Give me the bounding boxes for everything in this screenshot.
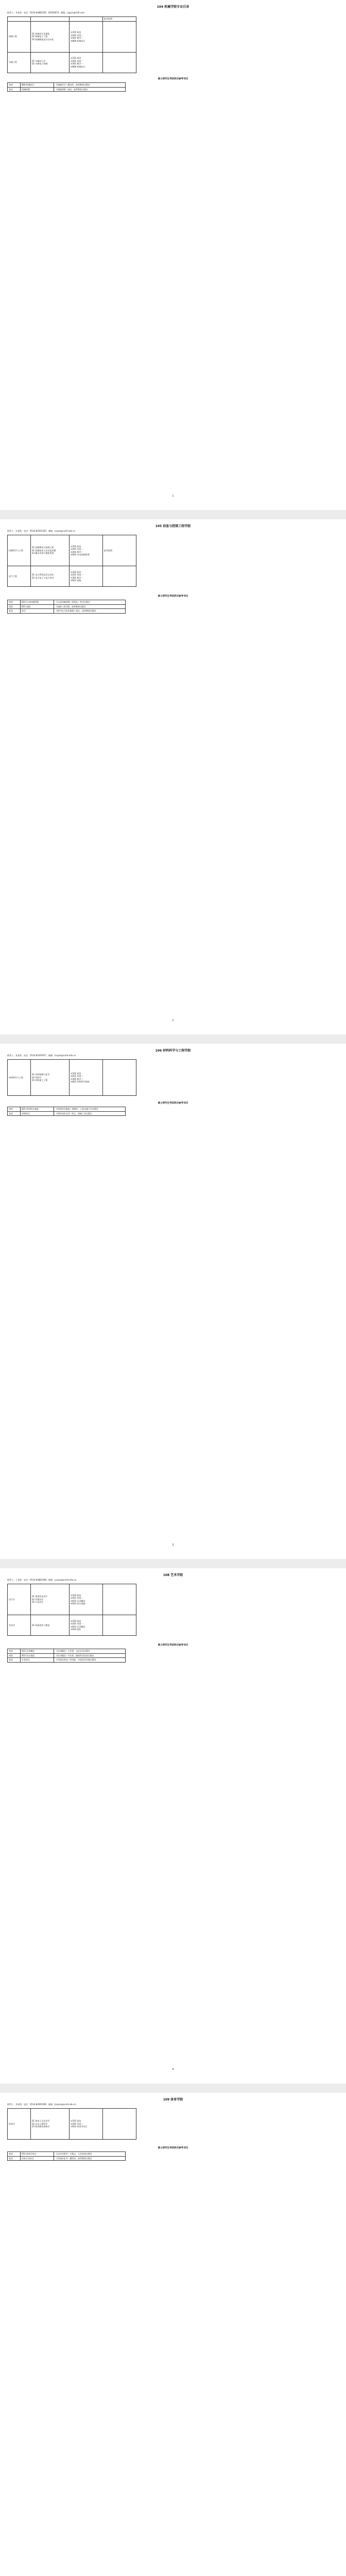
dirs-cell: 01 体育人文社会学 02 运动人体科学 03 体育教育训练学	[31, 2109, 70, 2140]
ref-subject: 材料综合	[21, 1111, 54, 1116]
ref-book: 《中国美术史》洪再新，中国美术学院出版社	[54, 1658, 126, 1663]
ref-book: 《机械设计》濮良贵，高等教育出版社	[54, 83, 126, 88]
page-separator	[0, 510, 346, 519]
exam-cell: ①101 政治 ②201 英语一 ③301 数学一 ④810 自动控制原理	[70, 535, 103, 566]
page-separator	[0, 1559, 346, 1568]
ref-type: 复试	[8, 2156, 21, 2161]
ref-subject: 机械原理	[21, 87, 54, 92]
ref-book: 《数字电子技术基础》阎石，高等教育出版社	[54, 609, 126, 614]
page-2	[0, 519, 346, 1035]
ref-book: 《设计概论》尹定邦，湖南科学技术出版社	[54, 1653, 126, 1658]
exam-cell	[70, 17, 103, 22]
page-number: 1	[172, 495, 174, 498]
ref-title: 硕士研究生考试科目参考书目	[158, 595, 188, 598]
page-number: 4	[172, 2068, 174, 2071]
contact-line: 联系人：吴老师，电话：0516-83591393，邮箱：xxyzs@cumt.edu.cn	[7, 530, 76, 532]
major-cell	[8, 17, 31, 22]
exam-cell: ①101 政治 ②201 英语一 ③633 艺术概论 ④933 设计基础	[70, 1584, 103, 1615]
ref-book: 《运动生理学》王瑞元，人民体育出版社	[54, 2152, 126, 2157]
page-4	[0, 1568, 346, 2083]
major-cell: 控制科学与工程	[8, 535, 31, 566]
ref-table	[7, 600, 126, 614]
exam-cell: ①101 政治 ②201 英语一 ③633 艺术概论 ④934 创作	[70, 1615, 103, 1636]
ref-table	[7, 82, 126, 92]
dirs-cell: 01 绘画创作与理论	[31, 1615, 70, 1636]
section-title: 104 机械学院专业目录	[157, 5, 189, 9]
major-cell: 美术学	[8, 1615, 31, 1636]
ref-subject: 652 体育学综合	[21, 2152, 54, 2157]
ref-type: 复试	[8, 1658, 21, 1663]
ref-type: 初试	[8, 604, 21, 609]
ref-title: 硕士研究生考试科目参考书目	[158, 1644, 188, 1647]
ref-subject: 812 电路	[21, 604, 54, 609]
dirs-cell: 01 电力系统及其自动化 02 电力电子与电力传动	[31, 566, 70, 587]
major-cell: 材料科学与工程	[8, 1060, 31, 1096]
ref-subject: 体育专业综合	[21, 2156, 54, 2161]
ref-type: 初试	[8, 2152, 21, 2157]
note-cell	[103, 1584, 136, 1615]
ref-type: 复试	[8, 609, 21, 614]
page-separator	[0, 2083, 346, 2093]
ref-book: 《学校体育学》潘绍伟，高等教育出版社	[54, 2156, 126, 2161]
ref-type: 初试	[8, 1649, 21, 1654]
ref-subject: 综合	[21, 609, 54, 614]
page-1	[0, 0, 346, 510]
ref-book: 《材料分析方法》周玉，机械工业出版社	[54, 1111, 126, 1116]
major-cell: 机械工程	[8, 21, 31, 52]
dirs-cell: 01 材料物理与化学 02 材料学 03 材料加工工程	[31, 1060, 70, 1096]
note-cell	[103, 21, 136, 52]
dirs-cell: 01 视觉传达设计 02 环境设计 03 产品设计	[31, 1584, 70, 1615]
ref-type: 初试	[8, 1653, 21, 1658]
ref-subject: 825 材料科学基础	[21, 1107, 54, 1112]
ref-book: 《自动控制原理》胡寿松，科学出版社	[54, 600, 126, 605]
section-title: 105 信息与控制工程学院	[155, 524, 191, 528]
dirs-cell	[31, 17, 70, 22]
major-table	[7, 16, 136, 73]
ref-subject: 933 设计基础	[21, 1653, 54, 1658]
ref-type: 复试	[8, 1111, 21, 1116]
ref-subject: 810 自动控制原理	[21, 600, 54, 605]
page-number: 2	[172, 1019, 174, 1022]
dirs-cell: 01 车辆动力学 02 车辆电子控制	[31, 52, 70, 73]
ref-title: 硕士研究生考试科目参考书目	[158, 78, 188, 80]
ref-table	[7, 1107, 126, 1116]
ref-type: 初试	[8, 83, 21, 88]
exam-cell: ①101 政治 ②201 英语一 ③301 数学一 ④806 机械设计	[70, 52, 103, 73]
note-cell	[103, 1615, 136, 1636]
note-cell	[103, 566, 136, 587]
ref-type: 初试	[8, 600, 21, 605]
ref-table	[7, 1649, 126, 1663]
exam-cell: ①101 政治 ②201 英语一 ③652 体育学综合	[70, 2109, 103, 2140]
major-table	[7, 1584, 136, 1636]
major-cell: 体育学	[8, 2109, 31, 2140]
contact-line: 联系人：张老师，电话：0516-83591877，邮箱：clxyzs@cumt.edu.cn	[7, 1054, 76, 1057]
exam-cell: ①101 政治 ②201 英语一 ③302 数学二 ④825 材料科学基础	[70, 1060, 103, 1096]
dirs-cell: 01 机械设计及理论 02 机械电子工程 03 机械制造及其自动化	[31, 21, 70, 52]
major-cell: 设计学	[8, 1584, 31, 1615]
ref-table	[7, 2151, 126, 2161]
note-cell: 报考说明	[103, 17, 136, 22]
note-cell	[103, 1060, 136, 1096]
contact-line: 联系人：王老师，电话：0516-83883398，邮箱：ysxyzs@cumt.edu.cn	[7, 1579, 77, 1581]
page-number: 3	[172, 1544, 174, 1547]
major-cell: 车辆工程	[8, 52, 31, 73]
exam-cell: ①101 政治 ②201 英语一 ③301 数学一 ④812 电路	[70, 566, 103, 587]
page-separator	[0, 1035, 346, 1044]
ref-book: 《材料科学基础》胡赓祥，上海交通大学出版社	[54, 1107, 126, 1112]
page-3	[0, 1044, 346, 1559]
ref-subject: 806 机械设计	[21, 83, 54, 88]
note-cell	[103, 2109, 136, 2140]
ref-book: 《机械原理》孙桓，高等教育出版社	[54, 87, 126, 92]
ref-subject: 633 艺术概论	[21, 1649, 54, 1654]
ref-title: 硕士研究生考试科目参考书目	[158, 1102, 188, 1105]
ref-book: 《电路》邱关源，高等教育出版社	[54, 604, 126, 609]
section-title: 106 材料科学与工程学院	[155, 1049, 191, 1053]
note-cell: 报考说明	[103, 535, 136, 566]
page-5	[0, 2093, 346, 2576]
exam-cell: ①101 政治 ②201 英语一 ③301 数学一 ④806 机械设计	[70, 21, 103, 52]
ref-book: 《艺术概论》王宏建，文化艺术出版社	[54, 1649, 126, 1654]
major-table	[7, 1059, 136, 1096]
major-table	[7, 2108, 136, 2140]
major-table	[7, 535, 136, 587]
ref-subject: 专业综合	[21, 1658, 54, 1663]
dirs-cell: 01 控制理论与控制工程 02 检测技术与自动化装置 03 模式识别与智能系统	[31, 535, 70, 566]
contact-line: 联系人：李老师，电话：0516-83885395，83592875，邮箱：jxgczs@126.com	[7, 11, 85, 14]
contact-line: 联系人：李老师，电话：0516-83995399，邮箱：tyxyzs@cumt.edu.cn	[7, 2103, 76, 2106]
section-title: 108 艺术学院	[163, 1573, 183, 1577]
ref-type: 初试	[8, 1107, 21, 1112]
ref-type: 复试	[8, 87, 21, 92]
major-cell: 电气工程	[8, 566, 31, 587]
note-cell	[103, 52, 136, 73]
section-title: 109 体育学院	[163, 2098, 183, 2102]
ref-title: 硕士研究生考试科目参考书目	[158, 2147, 188, 2149]
